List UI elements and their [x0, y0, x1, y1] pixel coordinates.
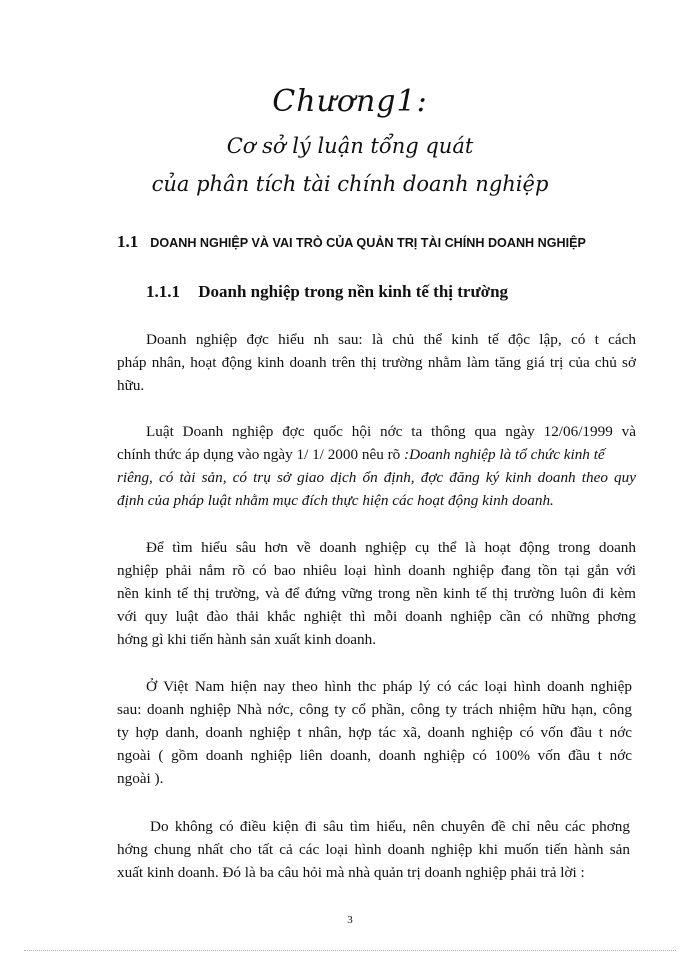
paragraph-line: nghiệp phải nắm rõ có bao nhiêu loại hình doanh nghiệp đang tồn tại gắn với — [117, 562, 636, 579]
paragraph-line: Doanh nghiệp đợc hiểu nh sau: là chủ thể kinh tế độc lập, có t cách — [146, 331, 636, 348]
chapter-title: Chương1: — [272, 84, 428, 119]
paragraph-line-regular: chính thức áp dụng vào ngày 1/ 1/ 2000 nêu rõ — [117, 446, 401, 463]
paragraph-line: sau: doanh nghiệp Nhà nớc, công ty cổ phần, công ty trách nhiệm hữu hạn, công — [117, 701, 632, 718]
section-heading — [117, 232, 677, 252]
paragraph-line: Để tìm hiểu sâu hơn về doanh nghiệp cụ thể là hoạt động trong doanh — [146, 539, 636, 556]
footer-dotted-rule — [24, 950, 676, 951]
paragraph-line: hữu. — [117, 377, 145, 394]
paragraph-line: với quy luật đào thải khắc nghiệt thì mỗi doanh nghiệp cần có những phơng — [117, 608, 636, 625]
paragraph-line: hớng chung nhất cho tất cả các loại hình doanh nghiệp khi muốn tiến hành sản — [117, 841, 630, 858]
paragraph-line: định của pháp luật nhằm mục đích thực hiện các hoạt động kinh doanh. — [117, 492, 554, 509]
paragraph-line: Luật Doanh nghiệp đợc quốc hội nớc ta thông qua ngày 12/06/1999 và — [146, 423, 636, 440]
subsection-heading — [146, 282, 508, 302]
paragraph-line: hớng gì khi tiến hành sản xuất kinh doanh. — [117, 631, 377, 648]
section-number: 1.1 — [117, 232, 139, 251]
paragraph-line — [117, 446, 605, 464]
paragraph-line: Ở Việt Nam hiện nay theo hình thc pháp lý có các loại hình doanh nghiệp — [146, 678, 632, 695]
section-title: DOANH NGHIỆP VÀ VAI TRÒ CỦA QUẢN TRỊ TÀI CHÍNH DOANH NGHIỆP — [150, 236, 586, 250]
paragraph-line: pháp nhân, hoạt động kinh doanh trên thị trường nhằm làm tăng giá trị của chủ sở — [117, 354, 636, 371]
subsection-number: 1.1.1 — [146, 282, 180, 301]
page-number: 3 — [347, 914, 353, 926]
paragraph-line-italic: :Doanh nghiệp là tổ chức kinh tế — [404, 446, 605, 463]
paragraph-line: xuất kinh doanh. Đó là ba câu hỏi mà nhà quản trị doanh nghiệp phải trả lời : — [117, 864, 585, 881]
chapter-subtitle-line-1: Cơ sở lý luận tổng quát — [226, 134, 474, 158]
paragraph-line: Do không có điều kiện đi sâu tìm hiểu, nên chuyên đề chỉ nêu các phơng — [150, 818, 630, 835]
subsection-title: Doanh nghiệp trong nền kinh tế thị trường — [198, 282, 509, 301]
paragraph-line: ngoài ). — [117, 770, 164, 787]
paragraph-line: riêng, có tài sản, có trụ sở giao dịch ổn định, đợc đăng ký kinh doanh theo quy — [117, 469, 636, 486]
paragraph-line: ty hợp danh, doanh nghiệp t nhân, hợp tác xã, doanh nghiệp có vốn đầu t nớc — [117, 724, 632, 741]
paragraph-line: nền kinh tế thị trường, và để đứng vững trong nền kinh tế thị trường luôn đi kèm — [117, 585, 636, 602]
chapter-subtitle-line-2: của phân tích tài chính doanh nghiệp — [151, 172, 549, 196]
paragraph-line: ngoài ( gồm doanh nghiệp liên doanh, doanh nghiệp có 100% vốn đầu t nớc — [117, 747, 632, 764]
